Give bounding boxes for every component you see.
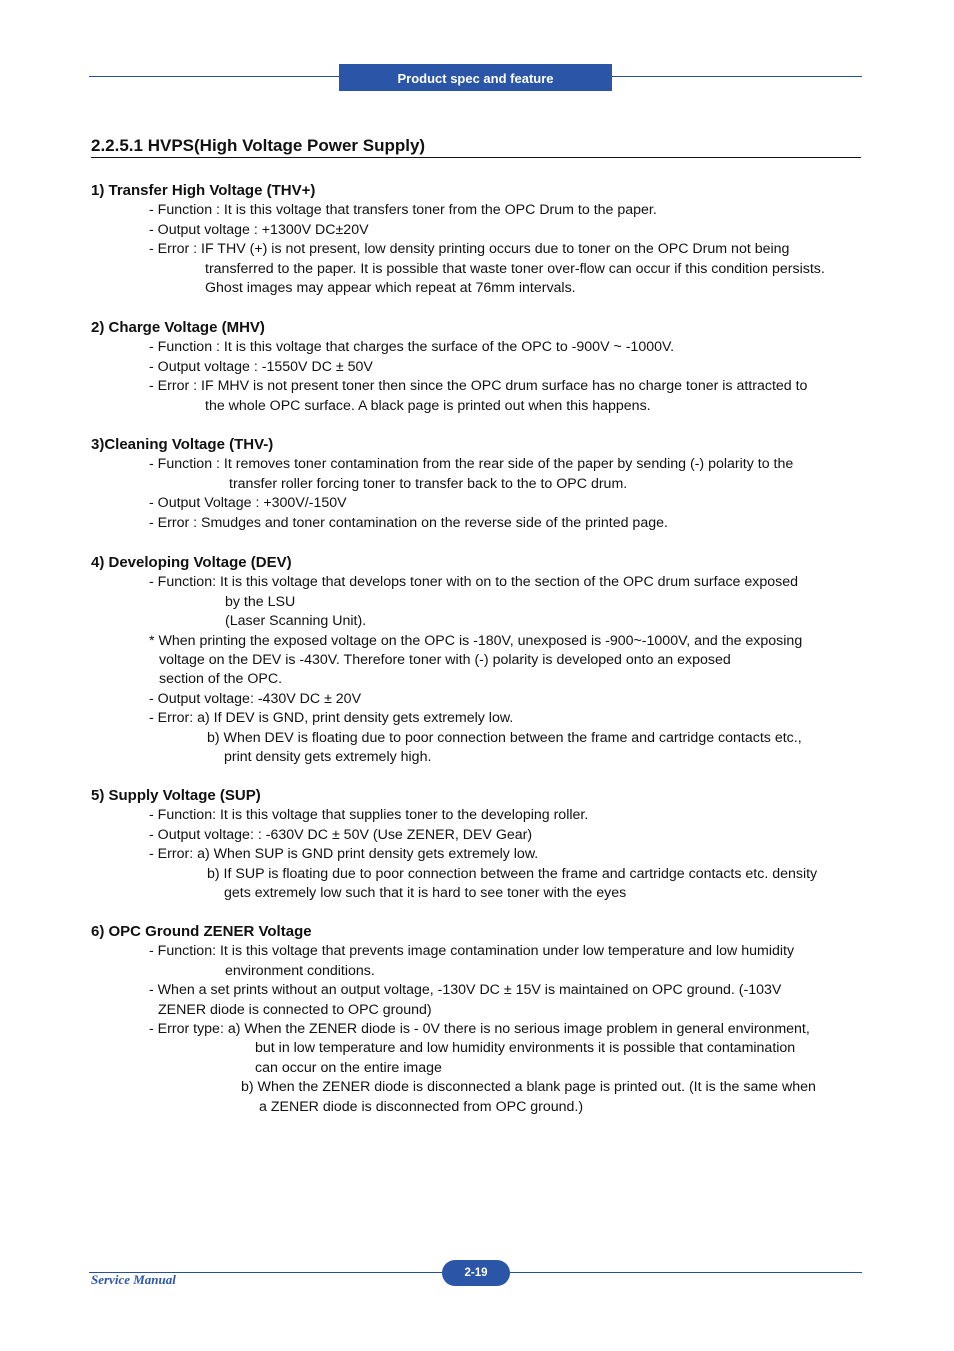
spec-line: - Function : It is this voltage that transfers toner from the OPC Drum to the paper. <box>149 202 657 219</box>
spec-line: (Laser Scanning Unit). <box>225 613 367 630</box>
spec-line: - Output voltage : +1300V DC±20V <box>149 221 369 238</box>
spec-line: - Function: It is this voltage that supplies toner to the developing roller. <box>149 807 589 824</box>
spec-line: - Function : It removes toner contamination from the rear side of the paper by sending (-) polarity to the <box>149 456 794 473</box>
spec-line: ZENER diode is connected to OPC ground) <box>158 1001 432 1018</box>
header-tab: Product spec and feature <box>339 64 612 91</box>
spec-line: b) When DEV is floating due to poor connection between the frame and cartridge contacts etc., <box>207 729 802 746</box>
spec-line: gets extremely low such that it is hard to see toner with the eyes <box>224 885 627 902</box>
spec-line: the whole OPC surface. A black page is printed out when this happens. <box>205 397 651 414</box>
spec-line: - Error : IF MHV is not present toner then since the OPC drum surface has no charge toner is attracted to <box>149 378 808 395</box>
spec-line: - Error type: a) When the ZENER diode is - 0V there is no serious image problem in general environment, <box>149 1021 810 1038</box>
spec-line: - When a set prints without an output voltage, -130V DC ± 15V is maintained on OPC ground. (-103V <box>149 982 782 999</box>
spec-line: b) If SUP is floating due to poor connection between the frame and cartridge contacts etc. density <box>207 865 818 882</box>
spec-line: transferred to the paper. It is possible that waste toner over-flow can occur if this condition persists. <box>205 260 825 277</box>
header-rule-right <box>612 76 862 77</box>
spec-line: but in low temperature and low humidity environments it is possible that contamination <box>255 1040 796 1057</box>
section-heading: 3)Cleaning Voltage (THV-) <box>91 436 274 453</box>
section-heading: 1) Transfer High Voltage (THV+) <box>91 182 316 199</box>
spec-line: Ghost images may appear which repeat at 76mm intervals. <box>205 280 576 297</box>
page-number: 2-19 <box>442 1260 510 1286</box>
section-heading: 2) Charge Voltage (MHV) <box>91 319 265 336</box>
spec-line: - Function: It is this voltage that develops toner with on to the section of the OPC drum surface exposed <box>149 574 799 591</box>
spec-line: - Error : IF THV (+) is not present, low density printing occurs due to toner on the OPC Drum not being <box>149 241 790 258</box>
section-title: 2.2.5.1 HVPS(High Voltage Power Supply) <box>91 136 861 158</box>
section-heading: 4) Developing Voltage (DEV) <box>91 554 292 571</box>
footer-rule-right <box>508 1272 862 1273</box>
spec-line: - Function : It is this voltage that charges the surface of the OPC to -900V ~ -1000V. <box>149 339 675 356</box>
spec-section <box>91 318 871 416</box>
footer-manual-label: Service Manual <box>91 1272 176 1287</box>
section-heading: 6) OPC Ground ZENER Voltage <box>91 923 312 940</box>
spec-section <box>91 435 871 533</box>
spec-line: b) When the ZENER diode is disconnected a blank page is printed out. (It is the same when <box>241 1079 816 1096</box>
spec-line: transfer roller forcing toner to transfer back to the to OPC drum. <box>229 475 628 492</box>
spec-line: print density gets extremely high. <box>224 749 432 766</box>
spec-section <box>91 181 871 298</box>
spec-line: - Error: a) When SUP is GND print density gets extremely low. <box>149 846 539 863</box>
spec-section <box>91 922 871 1117</box>
spec-line: voltage on the DEV is -430V. Therefore toner with (-) polarity is developed onto an exposed <box>159 652 731 669</box>
spec-line: by the LSU <box>225 593 296 610</box>
spec-section <box>91 553 871 767</box>
spec-line: - Error : Smudges and toner contamination on the reverse side of the printed page. <box>149 514 668 531</box>
spec-line: section of the OPC. <box>159 671 283 688</box>
header-rule-left <box>89 76 339 77</box>
spec-section <box>91 786 871 903</box>
spec-line: - Output voltage : -1550V DC ± 50V <box>149 358 373 375</box>
spec-line: can occur on the entire image <box>255 1059 442 1076</box>
spec-line: - Output voltage: -430V DC ± 20V <box>149 690 362 707</box>
spec-line: - Output voltage: : -630V DC ± 50V (Use ZENER, DEV Gear) <box>149 826 533 843</box>
spec-line: - Function: It is this voltage that prevents image contamination under low temperature and low humidity <box>149 943 795 960</box>
section-heading: 5) Supply Voltage (SUP) <box>91 787 261 804</box>
spec-line: - Error: a) If DEV is GND, print density gets extremely low. <box>149 710 514 727</box>
spec-line: * When printing the exposed voltage on the OPC is -180V, unexposed is -900~-1000V, and the exposing <box>149 632 803 649</box>
spec-line: environment conditions. <box>225 962 375 979</box>
spec-line: - Output Voltage : +300V/-150V <box>149 495 347 512</box>
spec-line: a ZENER diode is disconnected from OPC ground.) <box>259 1098 584 1115</box>
